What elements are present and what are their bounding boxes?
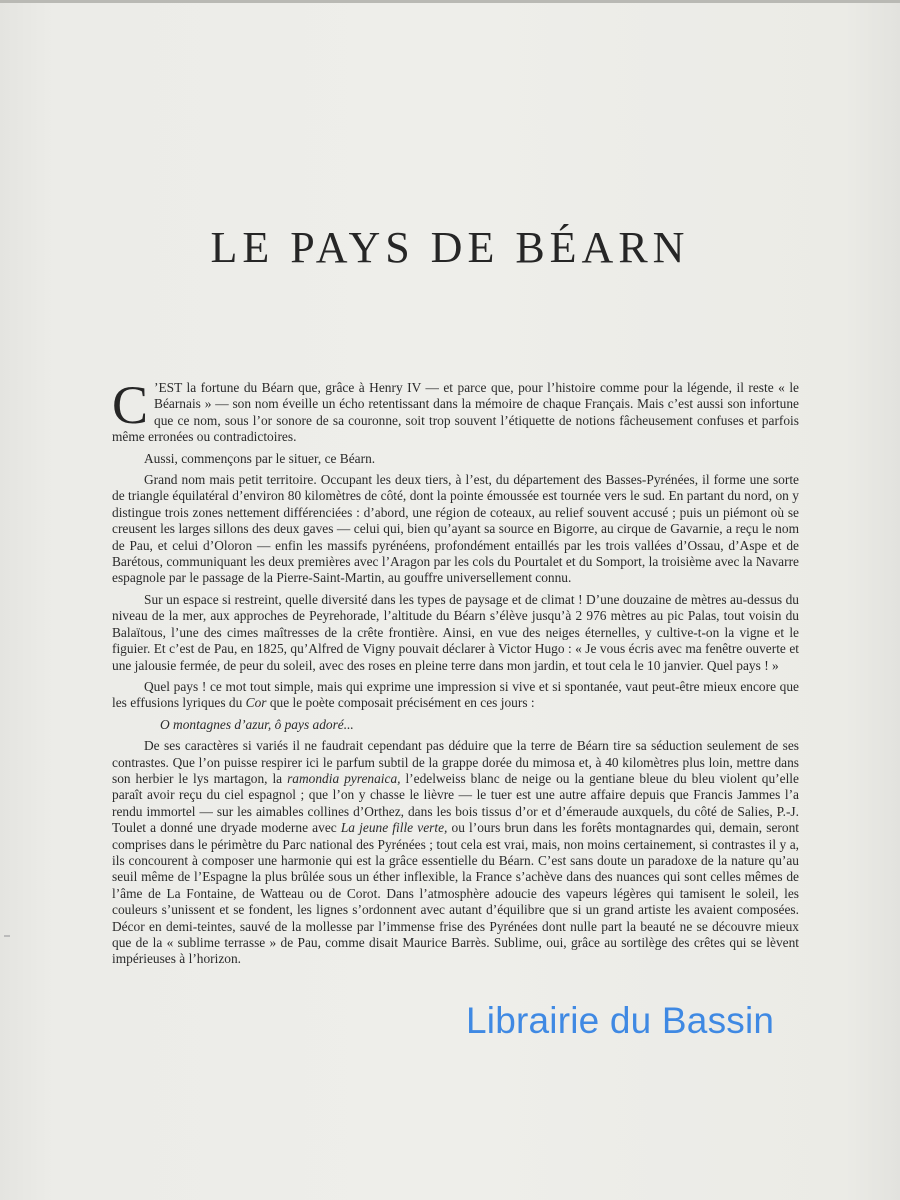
paragraph-5 bbox=[112, 679, 799, 712]
top-edge-rule bbox=[0, 0, 900, 3]
article-body bbox=[112, 375, 799, 973]
margin-mark bbox=[4, 935, 10, 937]
paragraph-6-italic-d: La jeune fille verte, bbox=[340, 820, 448, 836]
paragraph-4: Sur un espace si restreint, quelle diversité dans les types de paysage et de climat ! D’une douzaine de mètres au-dessus du niveau de la mer, aux approches de Peyrehorade, l’altitude du Béarn s’élève jusqu’à 2 976 mètres au pic Palas, tout voisin du Balaïtous, l’une des cimes maîtresses de la crête frontière. Ainsi, en vue des neiges éternelles, y cultive-t-on la vigne et le figuier. Et c’est de Pau, en 1825, qu’Alfred de Vigny pouvait déclarer à Victor Hugo : « Je vous écris avec ma fenêtre ouverte et une jalousie fermée, de peur du soleil, avec des roses en pleine terre dans mon jardin, et tout cela le 10 janvier. Quel pays ! » bbox=[112, 591, 799, 673]
paragraph-1 bbox=[112, 375, 799, 446]
paragraph-3: Grand nom mais petit territoire. Occupant les deux tiers, à l’est, du département des Basses-Pyrénées, il forme une sorte de triangle équilatéral d’environ 80 kilomètres de côté, dont la pointe émoussée est tournée vers le sud. En partant du nord, on y distingue trois zones nettement différenciées : d’abord, une région de coteaux, au relief souvent accusé ; puis un piémont où se creusent les larges sillons des deux gaves — celui qui, bien qu’ayant sa source en Bigorre, au cirque de Gavarnie, a reçu le nom de Pau, et celui d’Oloron — enfin les massifs pyrénéens, profondément entaillés par les trois vallées d’Ossau, d’Aspe et de Barétous, communiquant les deux premières avec l’Aragon par les cols du Pourtalet et du Somport, la troisième avec la Navarre espagnole par le passage de la Pierre-Saint-Martin, au gouffre universellement connu. bbox=[112, 472, 799, 586]
paragraph-5-text-a: Quel pays ! ce mot tout simple, mais qui exprime une impression si vive et si spontanée, vaut peut-être mieux encore que les effusions lyriques du bbox=[112, 678, 799, 711]
paragraph-1-text: ’EST la fortune du Béarn que, grâce à Henry IV — et parce que, pour l’histoire comme pour la légende, il reste « le Béarnais » — son nom éveille un écho retentissant dans la mémoire de chaque Français. Mais c’est aussi son infortune que ce nom, sous l’or sonore de sa couronne, soit trop souvent l’étiquette de notions fâcheusement confuses et parfois même erronées ou contradictoires. bbox=[112, 380, 799, 445]
paragraph-6-text-c: l’edelweiss blanc de neige ou la gentiane bleue du bleu violent qu’elle paraît avoir reçu du ciel espagnol ; que l’on y chasse le lièvre — le tuer est une autre affaire depuis que Francis Jammes l’a rendu immortel — sur les aimables collines d’Orthez, dans les bois tissus d’or et d’émeraude auxquels, du côté de Salies, P.-J. Toulet a donné une dryade moderne avec bbox=[112, 770, 799, 836]
paragraph-6-text-a: De ses caractères si variés il ne faudrait cependant pas déduire que la terre de Béarn tire sa séduction seulement de ses contrastes. Que l’on puisse respirer ici le parfum subtil de la grappe dorée du mimosa et, à 40 kilomètres plus loin, mettre dans son herbier le lys martagon, la bbox=[112, 738, 799, 786]
paragraph-2: Aussi, commençons par le situer, ce Béarn. bbox=[144, 450, 376, 466]
paragraph-6-text-e: ou l’ours brun dans les forêts montagnardes qui, demain, seront comprises dans le périmètre du Parc national des Pyrénées ; tout cela est vrai, mais, non moins certainement, si contrastes il y a, ils concourent à composer une harmonie qui est la grâce essentielle du Béarn. C’est sans doute un paradoxe de la nature qu’au seuil même de l’Espagne la plus brûlée sous un éther inflexible, la France s’achève dans des nuances qui sont celles mêmes de l’âme de La Fontaine, de Watteau ou de Corot. Dans l’atmosphère adoucie des vapeurs légères qui tamisent le soleil, les couleurs s’unissent et se fondent, les lignes s’ordonnent avec autant d’équilibre que si un grand artiste les avaient composées. Décor en demi-teintes, sauvé de la mollesse par l’immense frise des Pyrénées dont nulle part la beauté ne se découvre mieux que de la « sublime terrasse » de Pau, comme disait Maurice Barrès. Sublime, oui, grâce au sortilège des crêtes qui se lèvent impérieuses à l’horizon. bbox=[112, 820, 799, 967]
paragraph-6 bbox=[112, 738, 799, 968]
paragraph-6-italic-b: ramondia pyrenaica, bbox=[287, 770, 401, 786]
paragraph-5-text-c: que le poète composait précisément en ces jours : bbox=[266, 695, 535, 711]
drop-cap: C bbox=[112, 375, 149, 435]
verse-quote: O montagnes d’azur, ô pays adoré... bbox=[160, 716, 354, 732]
page-title: LE PAYS DE BÉARN bbox=[210, 223, 690, 272]
watermark-text: Librairie du Bassin bbox=[466, 1000, 775, 1041]
paragraph-5-italic: Cor bbox=[245, 695, 267, 711]
